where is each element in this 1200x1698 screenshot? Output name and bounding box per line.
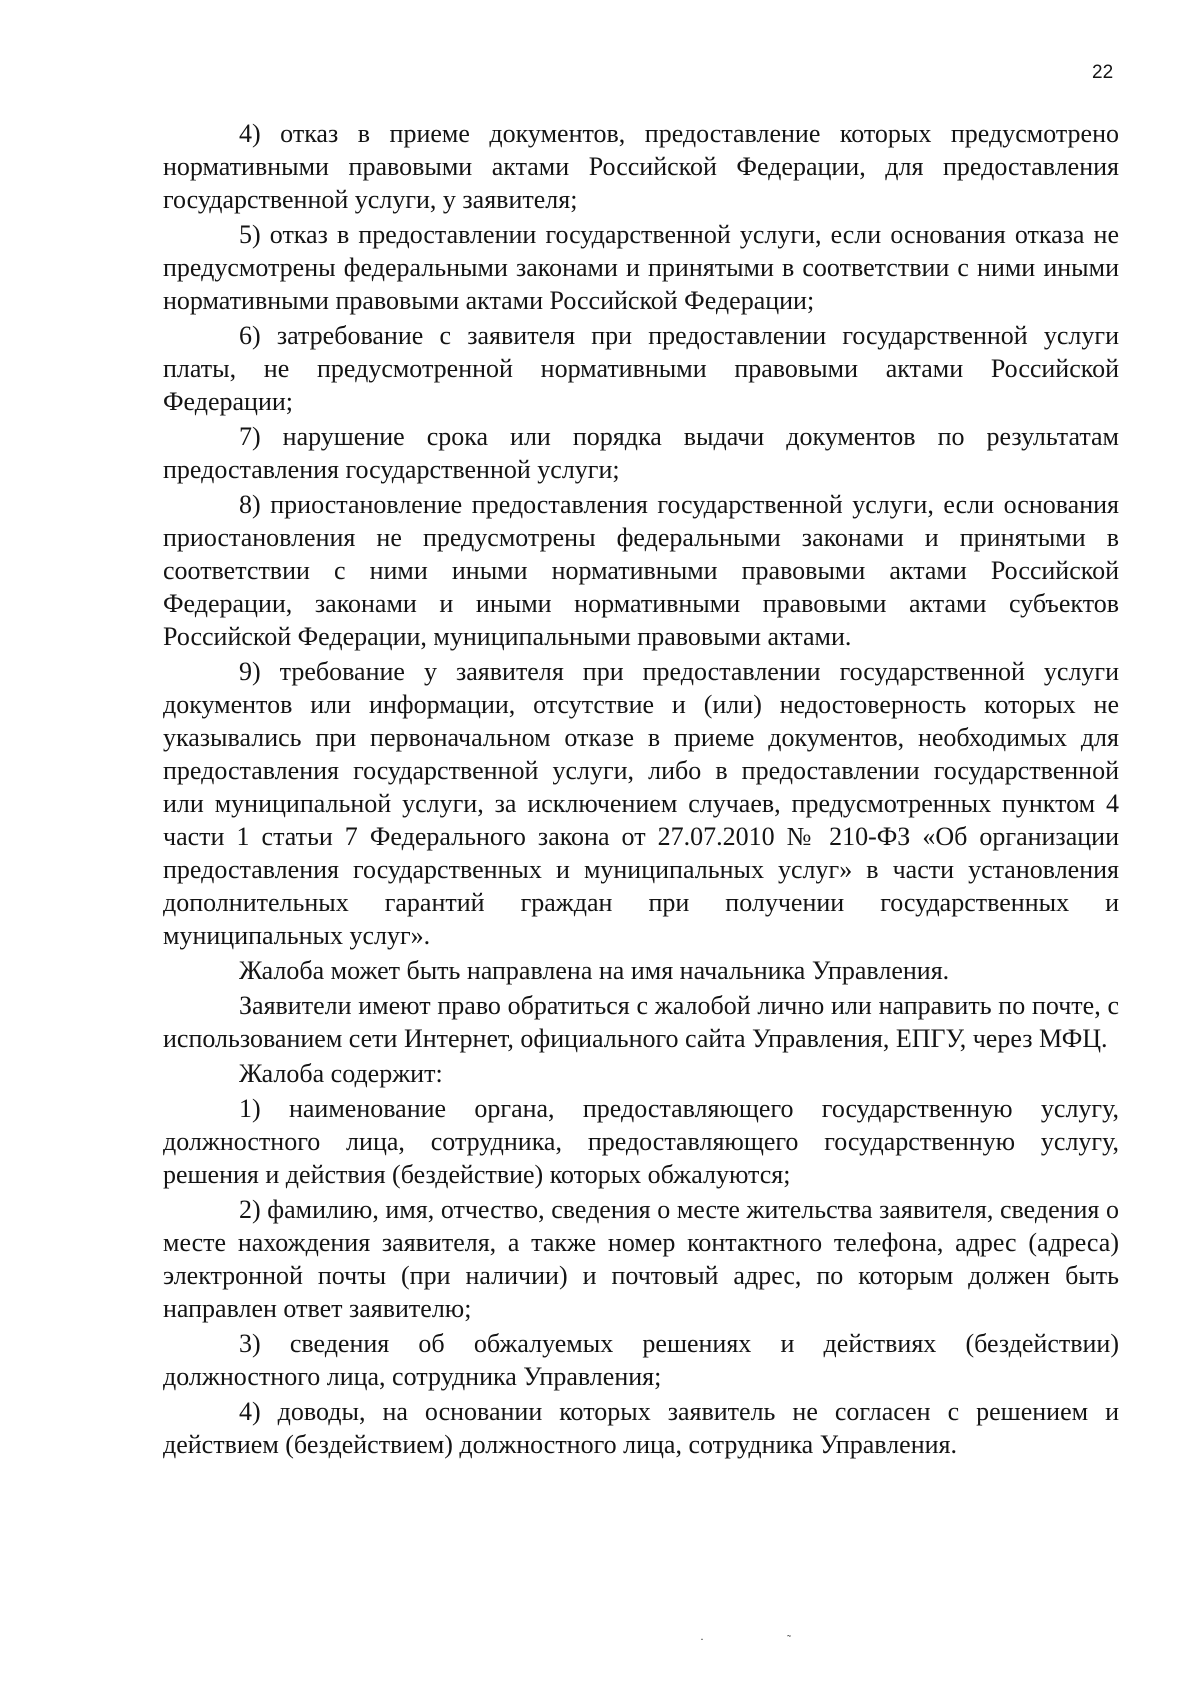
paragraph: 9) требование у заявителя при предоставлении государственной услуги документов или информации, отсутствие и (или) недостоверность которых не указывались при первоначальном отказе в приеме документов, необходимых для предоставления государственной услуги, либо в предоставлении государственной или муниципальной услуги, за исключением случаев, предусмотренных пунктом 4 части 1 статьи 7 Федерального закона от 27.07.2010 № 210-ФЗ «Об организации предоставления государственных и муниципальных услуг» в части установления дополнительных гарантий граждан при получении государственных и муниципальных услуг». <box>163 657 1119 950</box>
paragraph: Жалоба содержит: <box>239 1059 443 1088</box>
scan-marks: · ˜ <box>700 1632 831 1646</box>
paragraph: 1) наименование органа, предоставляющего государственную услугу, должностного лица, сотрудника, предоставляющего государственную услугу, решения и действия (бездействие) которых обжалуются; <box>163 1094 1119 1189</box>
paragraph: 4) отказ в приеме документов, предоставление которых предусмотрено нормативными правовыми актами Российской Федерации, для предоставления государственной услуги, у заявителя; <box>163 119 1119 214</box>
paragraph: 8) приостановление предоставления государственной услуги, если основания приостановления не предусмотрены федеральными законами и принятыми в соответствии с ними иными нормативными правовыми актами Российской Федерации, законами и иными нормативными правовыми актами субъектов Российской Федерации, муниципальными правовыми актами. <box>163 490 1119 651</box>
paragraph: 4) доводы, на основании которых заявитель не согласен с решением и действием (бездействием) должностного лица, сотрудника Управления. <box>163 1397 1119 1459</box>
page-number: 22 <box>1092 62 1114 83</box>
paragraph: Жалоба может быть направлена на имя начальника Управления. <box>239 956 950 985</box>
paragraph: Заявители имеют право обратиться с жалобой лично или направить по почте, с использованием сети Интернет, официального сайта Управления, ЕПГУ, через МФЦ. <box>163 991 1119 1053</box>
paragraph: 5) отказ в предоставлении государственной услуги, если основания отказа не предусмотрены федеральными законами и принятыми в соответствии с ними иными нормативными правовыми актами Российской Федерации; <box>163 220 1119 315</box>
paragraph: 7) нарушение срока или порядка выдачи документов по результатам предоставления государственной услуги; <box>163 422 1119 484</box>
paragraph: 2) фамилию, имя, отчество, сведения о месте жительства заявителя, сведения о месте нахождения заявителя, а также номер контактного телефона, адрес (адреса) электронной почты (при наличии) и почтовый адрес, по которым должен быть направлен ответ заявителю; <box>163 1195 1119 1323</box>
document-body <box>163 117 1119 1463</box>
paragraph: 6) затребование с заявителя при предоставлении государственной услуги платы, не предусмотренной нормативными правовыми актами Российской Федерации; <box>163 321 1119 416</box>
paragraph: 3) сведения об обжалуемых решениях и действиях (бездействии) должностного лица, сотрудника Управления; <box>163 1329 1119 1391</box>
